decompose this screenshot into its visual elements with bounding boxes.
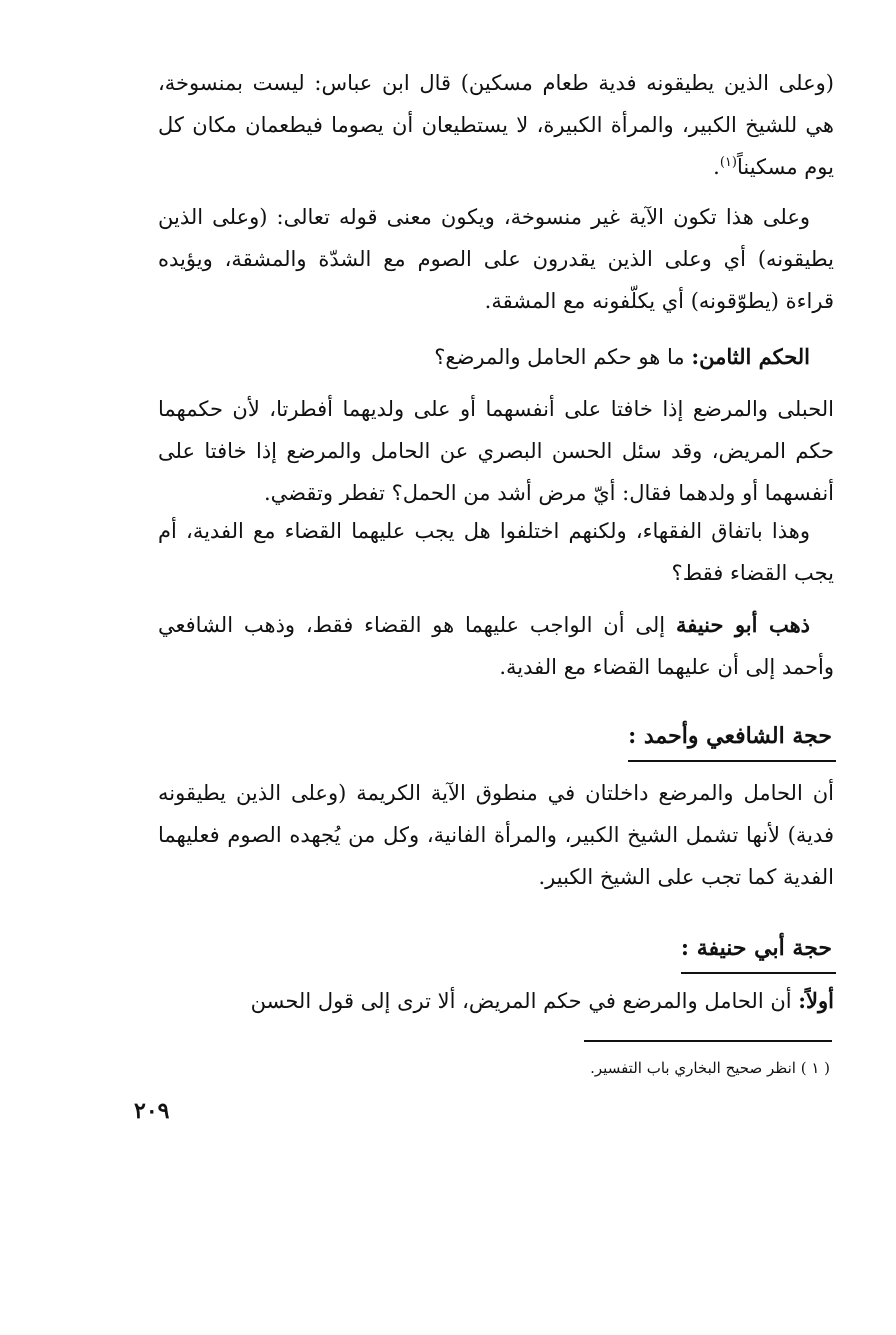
paragraph-ibn-abbas-text: (وعلى الذين يطيقونه فدية طعام مسكين) قال ابن عباس: ليست بمنسوخة، هي للشيخ الكبير، والمرأة الكبيرة، لا يستطيعان أن يصوما فيطعمان مكان كل يوم مسكيناً xyxy=(158,71,834,179)
abu-hanifa-view-text: إلى أن الواجب عليهما هو القضاء فقط، وذهب الشافعي وأحمد إلى أن عليهما القضاء مع الفدية. xyxy=(158,613,834,679)
footnote: ( ١ ) انظر صحيح البخاري باب التفسير. xyxy=(590,1059,830,1077)
page-number: ٢٠٩ xyxy=(134,1098,170,1124)
paragraph-firstly xyxy=(158,980,834,1022)
paragraph-abu-hanifa-view xyxy=(158,604,834,688)
paragraph-ruling-eight xyxy=(158,336,834,378)
heading-abu-hanifa-text: حجة أبي حنيفة : xyxy=(681,928,836,974)
paragraph-ibn-abbas xyxy=(158,62,834,188)
firstly-text: أن الحامل والمرضع في حكم المريض، ألا ترى إلى قول الحسن xyxy=(250,989,799,1013)
heading-shafii-ahmad-argument xyxy=(628,716,836,762)
heading-abu-hanifa-argument xyxy=(681,928,836,974)
ruling-eight-label: الحكم الثامن: xyxy=(691,344,810,369)
firstly-label: أولاً: xyxy=(798,988,834,1013)
paragraph-ibn-abbas-end: . xyxy=(713,155,720,179)
footnote-divider xyxy=(584,1040,832,1042)
paragraph-shafii-ahmad-argument: أن الحامل والمرضع داخلتان في منطوق الآية الكريمة (وعلى الذين يطيقونه فدية) لأنها تشمل الشيخ الكبير، والمرأة الفانية، وكل من يُجهده الصوم فعليهما الفدية كما تجب على الشيخ الكبير. xyxy=(158,781,834,889)
footnote-reference: (١) xyxy=(719,155,737,170)
heading-shafii-ahmad-text: حجة الشافعي وأحمد : xyxy=(628,716,836,762)
paragraph-scholars-agreement: وهذا باتفاق الفقهاء، ولكنهم اختلفوا هل يجب عليهما القضاء مع الفدية، أم يجب القضاء فقط؟ xyxy=(158,519,834,585)
abu-hanifa-lead: ذهب أبو حنيفة xyxy=(675,612,810,637)
paragraph-pregnant-nursing: الحبلى والمرضع إذا خافتا على أنفسهما أو على ولديهما أفطرتا، لأن حكمهما حكم المريض، وقد سئل الحسن البصري عن الحامل والمرضع إذا خافتا على أنفسهما أو ولدهما فقال: أيّ مرض أشد من الحمل؟ تفطر وتقضي. xyxy=(158,397,834,505)
paragraph-not-abrogated: وعلى هذا تكون الآية غير منسوخة، ويكون معنى قوله تعالى: (وعلى الذين يطيقونه) أي وعلى الذين يقدرون على الصوم مع الشدّة والمشقة، ويؤيده قراءة (يطوّقونه) أي يكلّفونه مع المشقة. xyxy=(158,205,834,313)
ruling-eight-question: ما هو حكم الحامل والمرضع؟ xyxy=(434,345,692,369)
